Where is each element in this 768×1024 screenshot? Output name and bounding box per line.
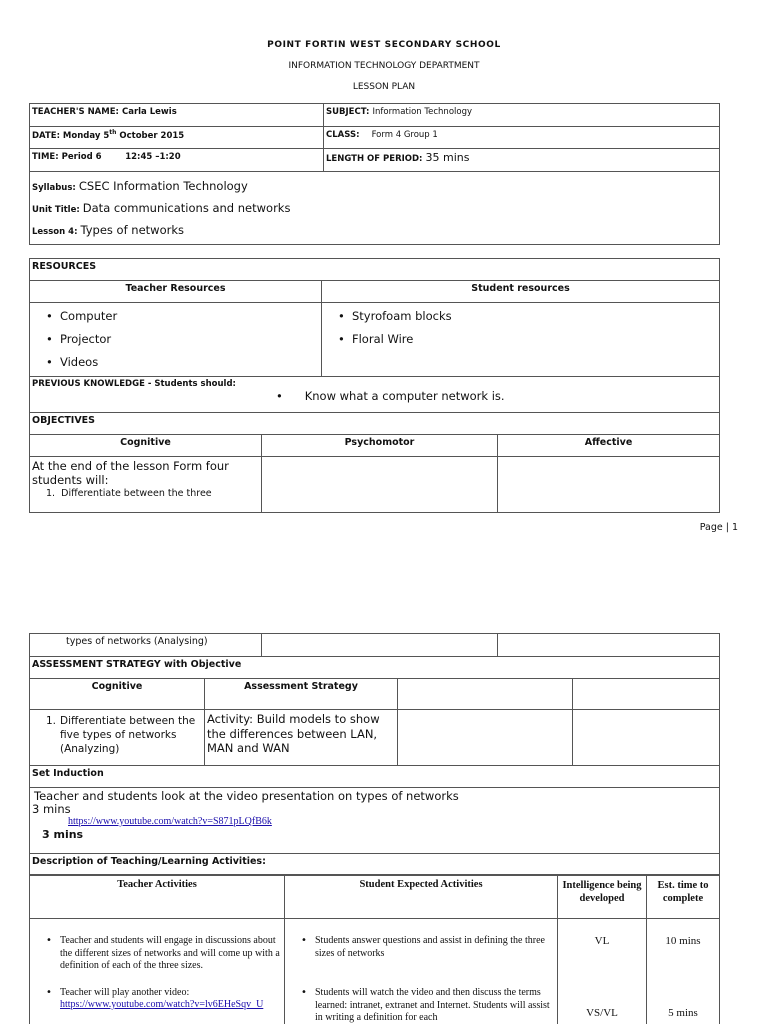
assessment-col-strategy: Assessment Strategy — [205, 679, 398, 710]
teacher-activities-cell — [30, 919, 285, 1024]
intelligence-cell — [558, 919, 647, 1024]
teacher-cell: TEACHER'S NAME: Carla Lewis — [30, 104, 324, 127]
cognitive-objective-continued: types of networks (Analysing) — [30, 634, 262, 657]
set-induction-heading: Set Induction — [30, 766, 720, 788]
list-item: • Computer — [46, 305, 319, 328]
subject-cell: SUBJECT: Information Technology — [324, 104, 720, 127]
list-item: • Videos — [46, 351, 319, 374]
lesson-info-table — [29, 103, 720, 245]
activities-table — [29, 874, 720, 1024]
list-item: • Students will watch the video and then discuss the terms learned: intranet, extranet and Internet. Students will assist in writing a definition for each — [301, 987, 555, 1024]
activities-heading: Description of Teaching/Learning Activities: — [30, 854, 720, 876]
col-student-activities: Student Expected Activities — [285, 875, 558, 919]
col-teacher-activities: Teacher Activities — [30, 875, 285, 919]
set-induction-text: Teacher and students look at the video presentation on types of networks — [34, 789, 459, 803]
teacher-resources-heading: Teacher Resources — [30, 281, 322, 303]
col-est-time: Est. time to complete — [647, 875, 720, 919]
teacher-name: Carla Lewis — [121, 107, 177, 117]
psychomotor-objective-cell — [262, 457, 498, 513]
student-resources-cell — [322, 303, 720, 377]
set-induction-time: 3 mins — [32, 802, 71, 816]
teacher-resources-cell — [30, 303, 322, 377]
length-cell: LENGTH OF PERIOD: 35 mins — [324, 149, 720, 172]
assessment-objective: Differentiate between the five types of networks (Analyzing) — [60, 715, 196, 755]
page-number: Page | 1 — [699, 522, 738, 533]
cognitive-objective-item: Differentiate between the three — [61, 488, 212, 499]
objectives-continued-table — [29, 633, 720, 657]
set-induction-cell — [30, 788, 720, 854]
col-psychomotor: Psychomotor — [262, 435, 498, 457]
school-name: POINT FORTIN WEST SECONDARY SCHOOL — [267, 40, 501, 50]
set-induction-video-link[interactable]: https://www.youtube.com/watch?v=S871pLQfB6k — [68, 816, 272, 827]
student-activities-cell — [285, 919, 558, 1024]
unit-title-value: Data communications and networks — [82, 201, 291, 215]
est-time-value: 5 mins — [668, 1007, 698, 1019]
assessment-table — [29, 656, 720, 876]
affective-objective-cell — [498, 457, 720, 513]
class-cell: CLASS: Form 4 Group 1 — [324, 127, 720, 149]
intelligence-value: VL — [594, 935, 610, 947]
list-item: • Floral Wire — [338, 328, 717, 351]
department-name: INFORMATION TECHNOLOGY DEPARTMENT — [288, 61, 480, 71]
syllabus-value: CSEC Information Technology — [78, 179, 248, 193]
syllabus-cell: Syllabus: CSEC Information Technology Unit Title: Data communications and networks Lesson 4: Types of networks — [30, 172, 720, 245]
lesson-value: Types of networks — [80, 223, 184, 237]
assessment-heading: ASSESSMENT STRATEGY with Objective — [30, 657, 720, 679]
assessment-cognitive-cell: 1. Differentiate between the five types of networks (Analyzing) — [30, 710, 205, 766]
class-value: Form 4 Group 1 — [371, 130, 438, 140]
est-time-cell — [647, 919, 720, 1024]
list-item: • Styrofoam blocks — [338, 305, 717, 328]
list-item: • Teacher will play another video: https://www.youtube.com/watch?v=lv6EHeSqv_U — [46, 987, 282, 1012]
col-intelligence: Intelligence being developed — [558, 875, 647, 919]
teacher-video-link[interactable]: https://www.youtube.com/watch?v=lv6EHeSqv_U — [60, 999, 264, 1010]
date-cell: DATE: Monday 5th October 2015 — [30, 127, 324, 149]
time-cell: TIME: Period 6 12:45 –1:20 — [30, 149, 324, 172]
list-item: • Students answer questions and assist in defining the three sizes of networks — [301, 935, 555, 960]
est-time-value: 10 mins — [665, 935, 701, 947]
set-induction-time-bold: 3 mins — [42, 828, 84, 841]
document-type: LESSON PLAN — [352, 82, 416, 92]
length-value: 35 mins — [425, 151, 470, 164]
cognitive-objective-cell: At the end of the lesson Form four students will: 1. Differentiate between the three — [30, 457, 262, 513]
assessment-strategy-cell: Activity: Build models to show the differences between LAN, MAN and WAN — [205, 710, 398, 766]
previous-knowledge-heading: PREVIOUS KNOWLEDGE - Students should: — [32, 379, 236, 389]
subject-value: Information Technology — [372, 107, 473, 117]
resources-table — [29, 258, 720, 513]
assessment-col-cognitive: Cognitive — [30, 679, 205, 710]
student-resources-heading: Student resources — [322, 281, 720, 303]
previous-knowledge-cell — [30, 377, 720, 413]
list-item: • Teacher and students will engage in discussions about the different sizes of networks and will come up with a definition of each of the three sizes. — [46, 935, 282, 973]
previous-knowledge-item: • Know what a computer network is. — [276, 389, 505, 403]
page-2 — [0, 560, 768, 1024]
col-cognitive: Cognitive — [30, 435, 262, 457]
time-value: Period 6 12:45 –1:20 — [61, 152, 181, 162]
resources-heading: RESOURCES — [30, 259, 720, 281]
objectives-heading: OBJECTIVES — [30, 413, 720, 435]
col-affective: Affective — [498, 435, 720, 457]
intelligence-value: VS/VL — [586, 1007, 618, 1019]
list-item: • Projector — [46, 328, 319, 351]
